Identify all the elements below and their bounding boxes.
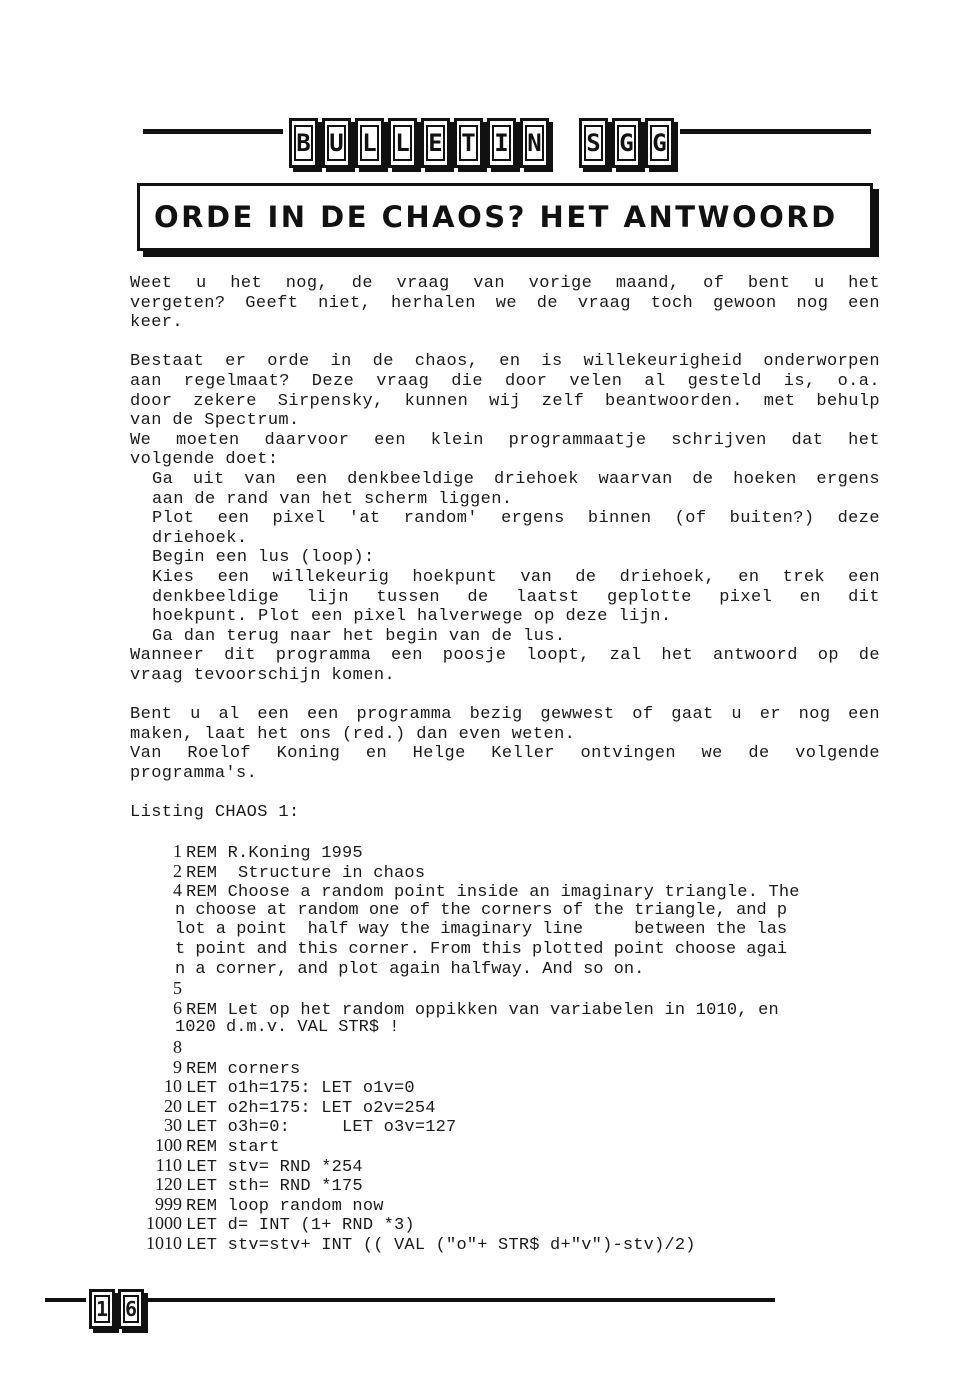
listing-line-number: 6 [173,997,182,1018]
listing-line: 1020 d.m.v. VAL STR$ ! [175,1018,400,1038]
listing-line-number: 110 [155,1154,182,1175]
listing-line-number: 999 [155,1193,182,1214]
listing-line-code: LET o1h=175: LET o1v=0 [186,1079,415,1099]
listing-line [130,1116,890,1136]
masthead-letter: S [584,125,603,161]
listing-line: t point and this corner. From this plotted point choose agai [175,939,788,959]
listing-line [130,862,890,882]
listing-line-code: REM Let op het random oppikken van variabelen in 1010, en [186,1000,779,1020]
text-line: door zekere Sirpensky, kunnen wij zelf beantwoorden. met behulp [130,391,880,411]
listing-line [130,842,890,862]
masthead-letter-tile [645,118,674,168]
text-line: maken, laat het ons (red.) dan even weten. [130,724,576,744]
listing-line-code: LET stv= RND *254 [186,1157,363,1177]
masthead-letter: E [426,125,445,161]
text-line: Weet u het nog, de vraag van vorige maand, of bent u het [130,274,880,293]
text-line: vraag tevoorschijn komen. [130,665,396,685]
text-line: van de Spectrum. [130,411,300,431]
text-line: Bestaat er orde in de chaos, en is willekeurigheid onderworpen [130,352,880,372]
text-line: Wanneer dit programma een poosje loopt, zal het antwoord op de [130,646,880,666]
masthead-letter: B [294,125,313,161]
code-listing [130,842,890,1253]
blank-line [130,685,880,705]
text-line: We moeten daarvoor een klein programmaatje schrijven dat het [130,430,880,450]
listing-line-code: REM Choose a random point inside an imaginary triangle. The [186,883,800,903]
text-line: Plot een pixel 'at random' ergens binnen (of buiten?) deze [152,509,880,529]
page-number-digit-tile [89,1289,115,1329]
masthead-letter: I [492,125,511,161]
masthead-letter-tile [322,118,351,168]
listing-line-code: REM Structure in chaos [186,863,426,883]
text-line: driehoek. [152,528,248,548]
text-line: Begin een lus (loop): [152,548,375,568]
text-line: Kies een willekeurig hoekpunt van de driehoek, en trek een [152,567,880,587]
listing-line-number: 1010 [146,1232,182,1253]
masthead-letter-tile [289,118,318,168]
masthead-letter-tile [487,118,516,168]
masthead-letter: T [459,125,478,161]
blank-line [130,783,880,803]
listing-line-code: REM loop random now [186,1196,384,1216]
masthead-spacer [553,118,575,168]
listing-line [130,1156,890,1176]
text-line: keer. [130,313,184,333]
text-line: Van Roelof Koning en Helge Keller ontvingen we de volgende [130,744,880,764]
masthead-letter-tile [520,118,549,168]
masthead-letter: L [360,125,379,161]
masthead-letter-tile [612,118,641,168]
article-body [130,274,880,823]
listing-line [130,1058,890,1078]
page-number-digit: 6 [125,1297,138,1321]
listing-line [130,1136,890,1156]
listing-line-code: LET stv=stv+ INT (( VAL ("o"+ STR$ d+"v")-stv)/2) [186,1235,696,1255]
listing-line-number: 1000 [146,1213,182,1234]
text-line: Bent u al een een programma bezig gewwest of gaat u er nog een [130,705,880,725]
masthead-letter: G [617,125,636,161]
listing-line [130,1077,890,1097]
listing-line-code: LET o2h=175: LET o2v=254 [186,1098,436,1118]
listing-line-number: 4 [173,880,182,901]
blank-line [130,333,880,353]
listing-line: n choose at random one of the corners of the triangle, and p [175,900,788,920]
page-number-digit: 1 [96,1297,109,1321]
masthead-letter-tile [579,118,608,168]
listing-line-number: 8 [173,1036,182,1057]
text-line: programma's. [130,763,258,783]
text-line: Ga uit van een denkbeeldige driehoek waarvan de hoeken ergens [152,469,880,489]
listing-line [130,999,890,1019]
masthead-letter: U [327,125,346,161]
listing-line-number: 120 [155,1174,182,1195]
listing-line-number: 30 [164,1115,182,1136]
footer-rule [45,1298,775,1302]
masthead-letter-tile [454,118,483,168]
masthead [283,118,680,168]
text-line: aan de rand van het scherm liggen. [152,489,513,509]
masthead-letter: L [393,125,412,161]
listing-line-number: 5 [173,978,182,999]
listing-line-code: REM start [186,1137,280,1157]
text-line: volgende doet: [130,450,279,470]
listing-line-code: REM R.Koning 1995 [186,844,363,863]
listing-line-number: 10 [164,1076,182,1097]
page-number-digit-tile [118,1289,144,1329]
listing-line-code: LET d= INT (1+ RND *3) [186,1216,415,1236]
listing-line-code: LET o3h=0: LET o3v=127 [186,1118,457,1138]
masthead-letter: G [650,125,669,161]
article-title: ORDE IN DE CHAOS? HET ANTWOORD [154,200,838,234]
listing-line-code: REM corners [186,1059,301,1079]
listing-line [130,1097,890,1117]
masthead-letter-tile [421,118,450,168]
listing-line-number: 1 [173,841,182,861]
listing-line [130,881,890,901]
text-line: vergeten? Geeft niet, herhalen we de vraag toch gewoon nog een [130,293,880,313]
article-title-box [137,183,873,251]
listing-line [130,1214,890,1234]
text-line: Ga dan terug naar het begin van de lus. [152,626,566,646]
masthead-letter-tile [355,118,384,168]
listing-line-number: 2 [173,860,182,881]
listing-line [130,1175,890,1195]
text-line: hoekpunt. Plot een pixel halverwege op deze lijn. [152,607,672,627]
listing-line [130,1195,890,1215]
listing-line-number: 9 [173,1056,182,1077]
text-line: aan regelmaat? Deze vraag die door velen al gesteld is, o.a. [130,371,880,391]
page-number [86,1289,147,1329]
listing-line [130,1234,890,1254]
listing-line: n a corner, and plot again halfway. And so on. [175,959,645,979]
text-line: denkbeeldige lijn tussen de laatst geplotte pixel en dit [152,587,880,607]
masthead-letter: N [525,125,544,161]
text-line: Listing CHAOS 1: [130,803,300,823]
listing-line [130,979,890,999]
listing-line-number: 20 [164,1095,182,1116]
listing-line: lot a point half way the imaginary line between the las [175,920,788,940]
listing-line [130,1038,890,1058]
listing-line-number: 100 [155,1134,182,1155]
listing-line-code: LET sth= RND *175 [186,1177,363,1197]
masthead-letter-tile [388,118,417,168]
